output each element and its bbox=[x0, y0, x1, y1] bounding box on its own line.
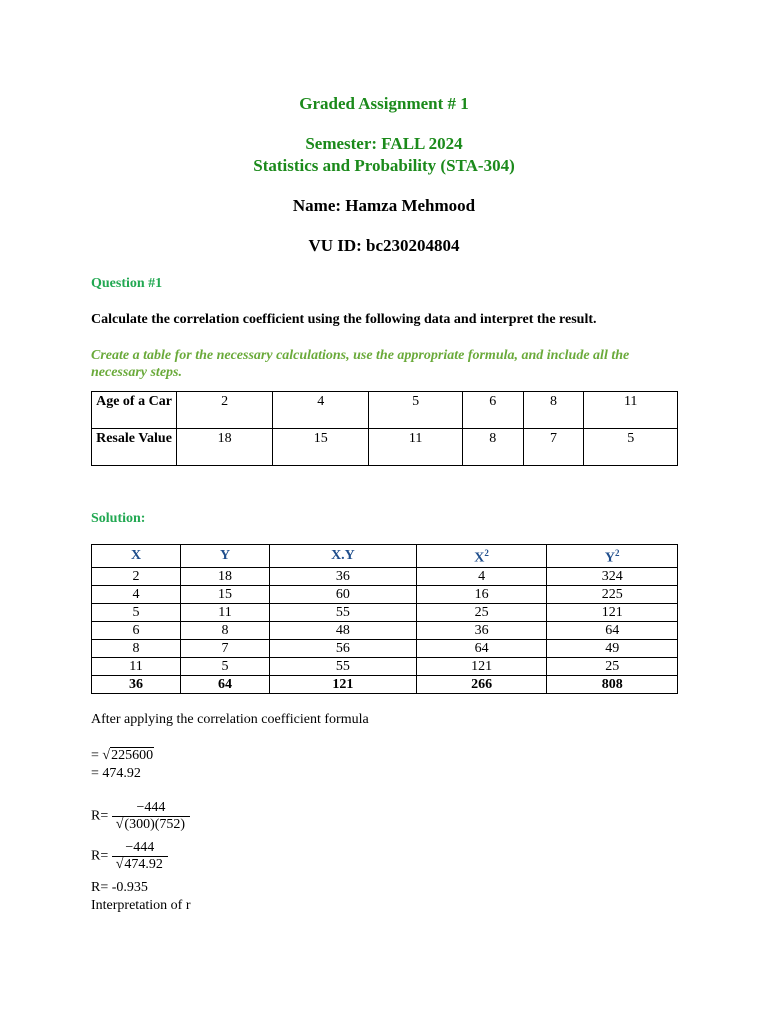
table-cell: 55 bbox=[270, 603, 417, 621]
col-header-xy: X.Y bbox=[270, 545, 417, 568]
total-y: 64 bbox=[181, 675, 270, 693]
question-prompt: Calculate the correlation coefficient using the following data and interpret the result. bbox=[91, 312, 597, 327]
table-cell: 18 bbox=[181, 567, 270, 585]
assignment-title: Graded Assignment # 1 bbox=[299, 94, 469, 113]
semester-line: Semester: FALL 2024 bbox=[305, 134, 463, 153]
r-equation-2 bbox=[91, 840, 168, 873]
table-cell: 36 bbox=[416, 621, 547, 639]
table-cell: 2 bbox=[177, 392, 273, 429]
table-cell: 48 bbox=[270, 621, 417, 639]
table-row bbox=[92, 429, 678, 466]
r1-den-b: 752 bbox=[159, 817, 181, 832]
table-cell: 11 bbox=[92, 657, 181, 675]
solution-label: Solution: bbox=[91, 511, 146, 526]
vu-id: VU ID: bc230204804 bbox=[308, 236, 460, 255]
totals-row bbox=[92, 675, 678, 693]
table-cell: 5 bbox=[584, 429, 678, 466]
table-cell: 5 bbox=[181, 657, 270, 675]
table-cell: 6 bbox=[462, 392, 523, 429]
table-cell: 4 bbox=[273, 392, 369, 429]
r1-prefix: R= bbox=[91, 808, 109, 824]
table-cell: 7 bbox=[181, 639, 270, 657]
table-cell: 8 bbox=[462, 429, 523, 466]
table-row bbox=[92, 621, 678, 639]
table-cell: 56 bbox=[270, 639, 417, 657]
table-row bbox=[92, 657, 678, 675]
col-header-y2-base: Y bbox=[604, 550, 615, 566]
total-xy: 121 bbox=[270, 675, 417, 693]
formula-intro: After applying the correlation coefficient formula bbox=[91, 712, 369, 727]
sqrt-line-prefix: = bbox=[91, 748, 103, 763]
given-data-table bbox=[91, 391, 678, 466]
table-cell: 25 bbox=[547, 657, 678, 675]
col-header-x2-sup: 2 bbox=[484, 548, 489, 558]
table-cell: 8 bbox=[181, 621, 270, 639]
table-cell: 55 bbox=[270, 657, 417, 675]
r-equation-1 bbox=[91, 800, 190, 833]
question-label: Question #1 bbox=[91, 276, 163, 291]
table-cell: 121 bbox=[547, 603, 678, 621]
table-cell: 6 bbox=[92, 621, 181, 639]
sqrt-line bbox=[91, 748, 154, 764]
table-cell: 64 bbox=[547, 621, 678, 639]
r2-den-value: 474.92 bbox=[124, 857, 163, 872]
table-row bbox=[92, 585, 678, 603]
table-cell: 324 bbox=[547, 567, 678, 585]
table-cell: 36 bbox=[270, 567, 417, 585]
table-cell: 7 bbox=[523, 429, 584, 466]
table-cell: 2 bbox=[92, 567, 181, 585]
table-cell: 16 bbox=[416, 585, 547, 603]
col-header-x2-base: X bbox=[474, 550, 485, 566]
course-line: Statistics and Probability (STA-304) bbox=[253, 156, 515, 175]
sqrt-radicand: 225600 bbox=[111, 748, 154, 763]
total-x: 36 bbox=[92, 675, 181, 693]
table-header-row bbox=[92, 545, 678, 568]
r2-denominator: √474.92 bbox=[112, 856, 168, 873]
table-cell: 11 bbox=[181, 603, 270, 621]
table-cell: 25 bbox=[416, 603, 547, 621]
table-cell: 15 bbox=[273, 429, 369, 466]
table-cell: 11 bbox=[584, 392, 678, 429]
table-cell: 5 bbox=[92, 603, 181, 621]
table-cell: 121 bbox=[416, 657, 547, 675]
table-cell: 8 bbox=[523, 392, 584, 429]
table-cell: 15 bbox=[181, 585, 270, 603]
table-cell: 18 bbox=[177, 429, 273, 466]
table-cell: 5 bbox=[369, 392, 463, 429]
student-name: Name: Hamza Mehmood bbox=[292, 196, 476, 215]
table-row bbox=[92, 639, 678, 657]
r1-den-a: 300 bbox=[129, 817, 151, 832]
table-cell: 4 bbox=[92, 585, 181, 603]
r-result: R= -0.935 bbox=[91, 880, 148, 895]
col-header-y: Y bbox=[181, 545, 270, 568]
table-cell: 225 bbox=[547, 585, 678, 603]
sqrt-expression: √225600 bbox=[102, 748, 154, 763]
r1-denominator: √(300)(752) bbox=[112, 816, 190, 833]
col-header-y2-sup: 2 bbox=[615, 548, 620, 558]
total-x2: 266 bbox=[416, 675, 547, 693]
table-row bbox=[92, 392, 678, 429]
col-header-x2 bbox=[416, 545, 547, 568]
table-cell: 64 bbox=[416, 639, 547, 657]
calculation-table bbox=[91, 544, 678, 694]
sqrt-result: = 474.92 bbox=[91, 766, 141, 781]
row-label-age: Age of a Car bbox=[92, 392, 177, 429]
r2-numerator: −444 bbox=[125, 840, 155, 855]
table-cell: 8 bbox=[92, 639, 181, 657]
table-cell: 60 bbox=[270, 585, 417, 603]
r1-fraction bbox=[112, 800, 190, 833]
r2-fraction bbox=[112, 840, 168, 873]
col-header-y2 bbox=[547, 545, 678, 568]
row-label-resale: Resale Value bbox=[92, 429, 177, 466]
total-y2: 808 bbox=[547, 675, 678, 693]
table-cell: 4 bbox=[416, 567, 547, 585]
table-row bbox=[92, 567, 678, 585]
table-cell: 11 bbox=[369, 429, 463, 466]
r1-numerator: −444 bbox=[136, 800, 166, 815]
r2-prefix: R= bbox=[91, 848, 109, 864]
interpretation-heading: Interpretation of r bbox=[91, 898, 191, 913]
table-cell: 49 bbox=[547, 639, 678, 657]
col-header-x: X bbox=[92, 545, 181, 568]
table-row bbox=[92, 603, 678, 621]
question-instruction: Create a table for the necessary calculations, use the appropriate formula, and include all the necessary steps. bbox=[91, 348, 630, 380]
